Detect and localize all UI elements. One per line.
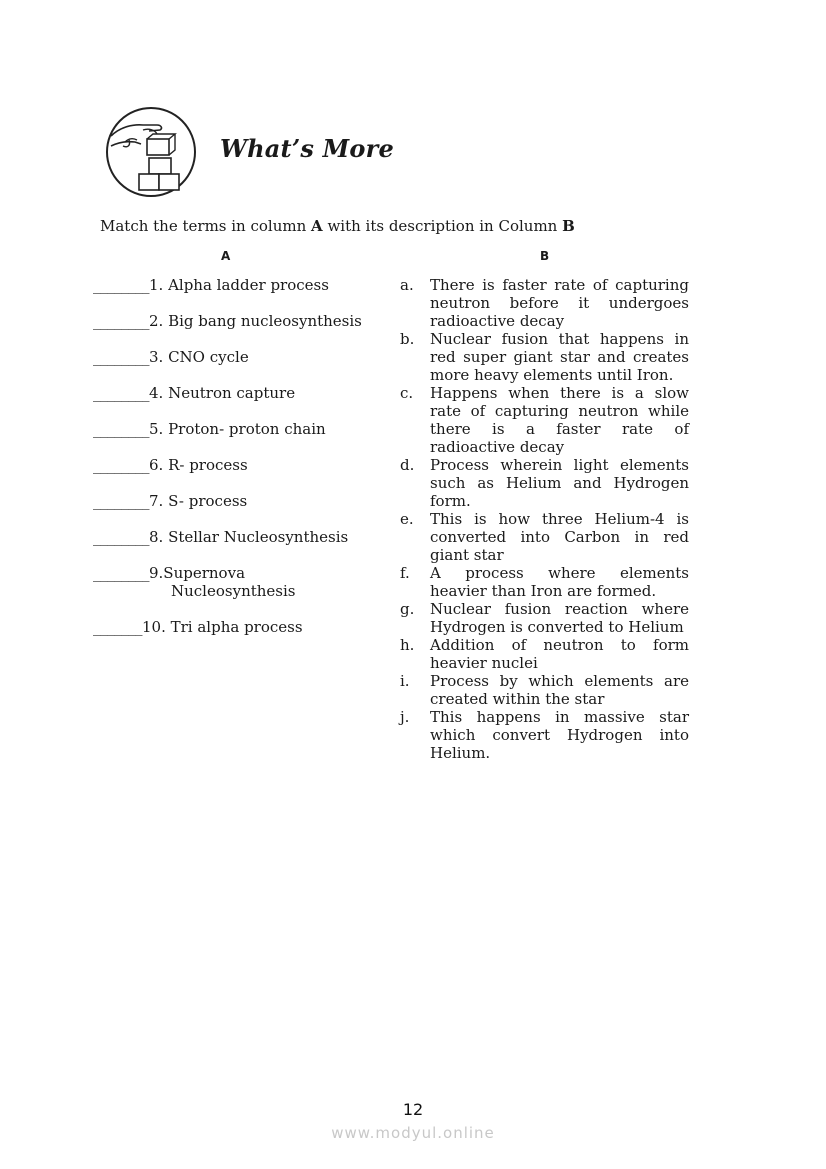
- description-text: Happens when there is a slow rate of capturing neutron while there is a faster rate of radioactive decay: [430, 384, 689, 456]
- column-b-item: [400, 672, 689, 708]
- instruction-text: [100, 217, 575, 235]
- column-a-item: [93, 564, 393, 600]
- term-text: 3. CNO cycle: [149, 348, 249, 366]
- column-b-item: [400, 564, 689, 600]
- column-a-header: A: [221, 249, 231, 263]
- term-text: 10. Tri alpha process: [142, 618, 303, 636]
- item-letter: c.: [400, 384, 414, 402]
- term-text: 4. Neutron capture: [149, 384, 296, 402]
- item-letter: j.: [400, 708, 410, 726]
- answer-blank[interactable]: ________: [93, 384, 149, 402]
- description-text: Nuclear fusion reaction where Hydrogen is converted to Helium: [430, 600, 689, 636]
- column-a-item: [93, 618, 393, 636]
- instruction-col-a: A: [311, 217, 323, 235]
- answer-blank[interactable]: ________: [93, 456, 149, 474]
- description-text: A process where elements heavier than Iron are formed.: [430, 564, 689, 600]
- term-text: 2. Big bang nucleosynthesis: [149, 312, 362, 330]
- item-letter: g.: [400, 600, 415, 618]
- page-number: 12: [402, 1100, 424, 1119]
- column-a-item: [93, 348, 393, 366]
- description-text: Addition of neutron to form heavier nuclei: [430, 636, 689, 672]
- column-b-item: [400, 384, 689, 456]
- term-text: 7. S- process: [149, 492, 248, 510]
- column-b-item: [400, 330, 689, 384]
- answer-blank[interactable]: _______: [93, 618, 142, 636]
- column-a-item: [93, 528, 393, 546]
- term-text: 8. Stellar Nucleosynthesis: [149, 528, 349, 546]
- column-b-item: [400, 708, 689, 762]
- column-a-item: [93, 456, 393, 474]
- column-b-item: [400, 456, 689, 510]
- answer-blank[interactable]: ________: [93, 312, 149, 330]
- term-text: 1. Alpha ladder process: [149, 276, 329, 294]
- instruction-middle: with its description in Column: [322, 217, 563, 235]
- term-text: 6. R- process: [149, 456, 248, 474]
- description-text: Process by which elements are created within the star: [430, 672, 689, 708]
- answer-blank[interactable]: ________: [93, 564, 149, 582]
- description-text: Nuclear fusion that happens in red super giant star and creates more heavy elements until Iron.: [430, 330, 689, 384]
- column-a-item: [93, 420, 393, 438]
- column-b-item: [400, 636, 689, 672]
- item-letter: f.: [400, 564, 410, 582]
- instruction-col-b: B: [562, 217, 575, 235]
- item-letter: h.: [400, 636, 415, 654]
- column-b-list: [400, 276, 689, 762]
- column-a-item: [93, 312, 393, 330]
- item-letter: a.: [400, 276, 414, 294]
- description-text: This happens in massive star which convert Hydrogen into Helium.: [430, 708, 689, 762]
- answer-blank[interactable]: ________: [93, 276, 149, 294]
- answer-blank[interactable]: ________: [93, 528, 149, 546]
- column-b-item: [400, 510, 689, 564]
- watermark-text: www.modyul.online: [331, 1124, 495, 1142]
- section-logo: [105, 106, 197, 198]
- section-title: What’s More: [220, 134, 394, 163]
- answer-blank[interactable]: ________: [93, 492, 149, 510]
- item-letter: b.: [400, 330, 415, 348]
- column-b-header: B: [540, 249, 550, 263]
- column-b-item: [400, 276, 689, 330]
- item-letter: d.: [400, 456, 415, 474]
- term-text: 5. Proton- proton chain: [149, 420, 326, 438]
- column-b-item: [400, 600, 689, 636]
- item-letter: i.: [400, 672, 410, 690]
- column-a-item: [93, 384, 393, 402]
- term-text: 9.Supernova: [149, 564, 246, 582]
- description-text: This is how three Helium-4 is converted into Carbon in red giant star: [430, 510, 689, 564]
- column-a-item: [93, 492, 393, 510]
- hand-stacking-blocks-icon: [105, 106, 197, 198]
- description-text: Process wherein light elements such as Helium and Hydrogen form.: [430, 456, 689, 510]
- column-a-item: [93, 276, 393, 294]
- term-text-continued: Nucleosynthesis: [171, 582, 296, 600]
- column-a-list: [93, 276, 393, 654]
- answer-blank[interactable]: ________: [93, 420, 149, 438]
- description-text: There is faster rate of capturing neutron before it undergoes radioactive decay: [430, 276, 689, 330]
- item-letter: e.: [400, 510, 414, 528]
- instruction-prefix: Match the terms in column: [100, 217, 312, 235]
- answer-blank[interactable]: ________: [93, 348, 149, 366]
